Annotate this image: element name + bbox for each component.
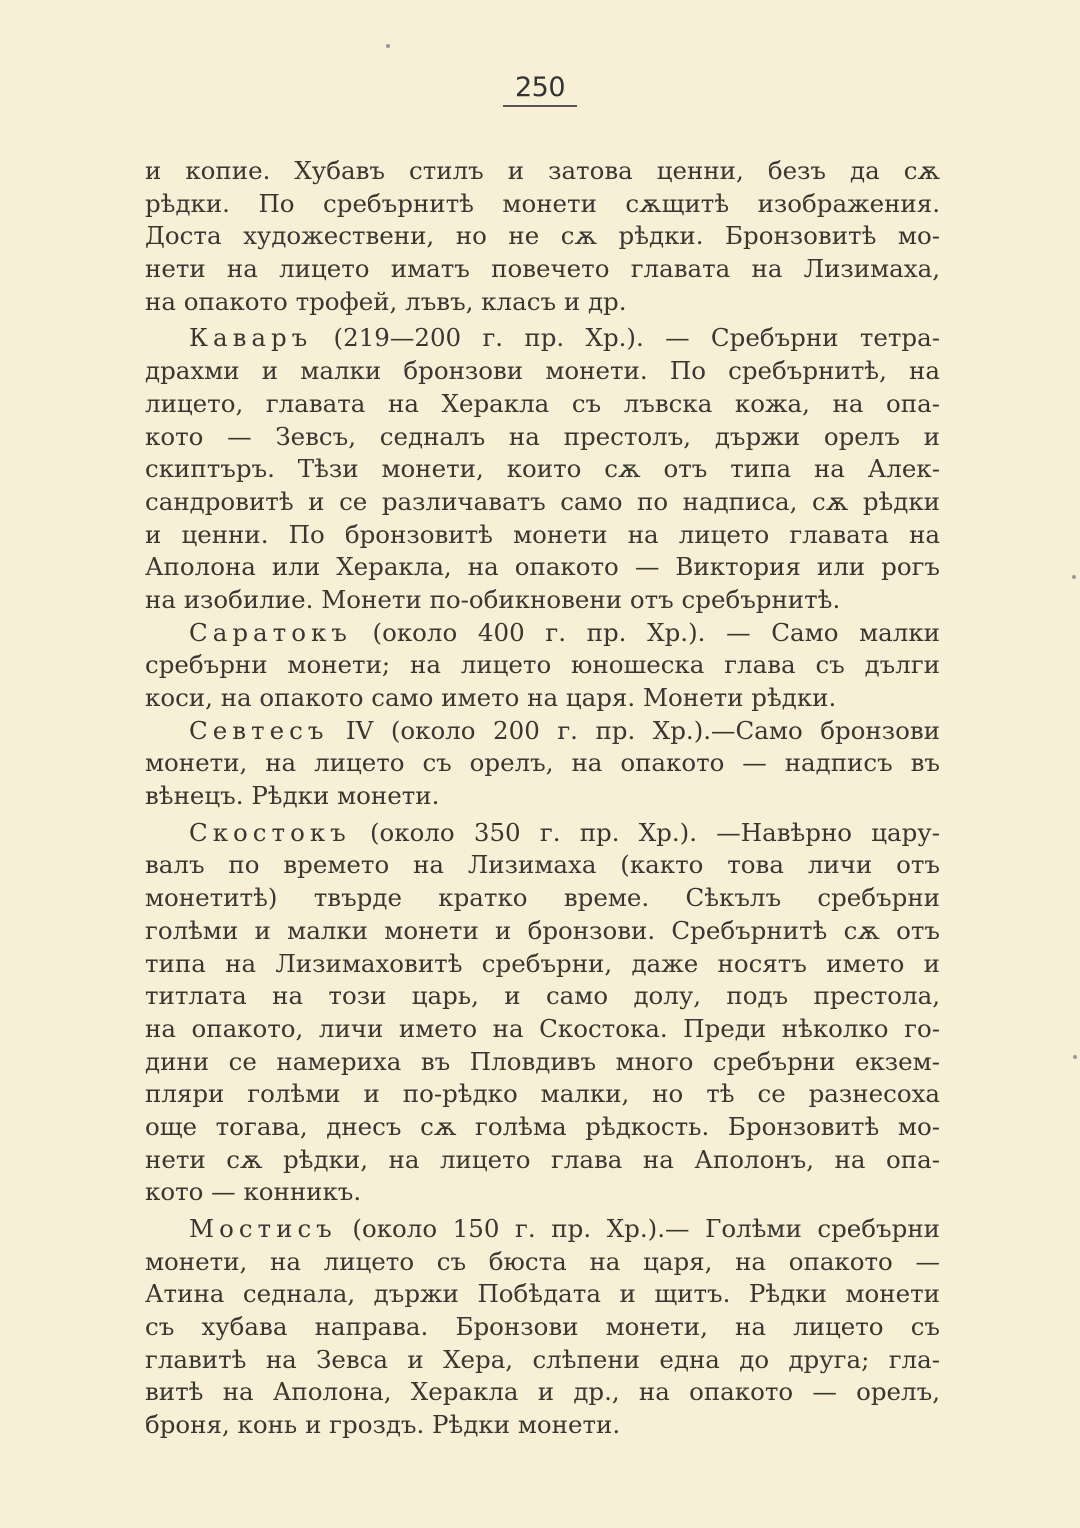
- ruler-name: Скостокъ: [189, 817, 351, 847]
- text-line: вѣнецъ. Рѣдки монети.: [145, 781, 440, 811]
- text-line: Доста художествени, но не сѫ рѣдки. Бронзовитѣ мо-: [145, 221, 940, 251]
- text-line: още тогава, днесъ сѫ голѣма рѣдкость. Бронзовитѣ мо-: [145, 1111, 940, 1141]
- paragraph: [145, 322, 940, 616]
- ruler-name: Саратокъ: [189, 617, 352, 647]
- text-line: драхми и малки бронзови монети. По сребърнитѣ, на: [145, 356, 940, 386]
- text-line: [145, 715, 940, 748]
- text-line-rest: IV (около 200 г. пр. Хр.).—Само бронзови: [328, 715, 940, 745]
- ruler-name: Мостисъ: [189, 1214, 337, 1243]
- ruler-name: Севтесъ: [189, 715, 329, 745]
- text-line: сребърни монети; на лицето юношеска глава съ дълги: [145, 650, 940, 680]
- text-line: коси, на опакото само името на царя. Монети рѣдки.: [145, 683, 837, 712]
- text-line-rest: (около 150 г. пр. Хр.).— Голѣми сребърни: [336, 1214, 940, 1243]
- text-line: нети на лицето иматъ повечето главата на Лизимаха,: [145, 254, 940, 284]
- text-line: лицето, главата на Херакла съ лъвска кожа, на опа-: [145, 388, 940, 418]
- text-line: и ценни. По бронзовитѣ монети на лицето главата на: [145, 519, 940, 549]
- page-header: [0, 72, 1080, 107]
- paper-speck: [1073, 1055, 1077, 1059]
- text-line: сандровитѣ и се различаватъ само по надписа, сѫ рѣдки: [145, 486, 940, 516]
- text-line: на изобилие. Монети по-обикновени отъ сребърнитѣ.: [145, 584, 841, 614]
- paper-speck: [1072, 575, 1076, 579]
- text-line: нети сѫ рѣдки, на лицето глава на Аполонъ, на опа-: [145, 1144, 940, 1174]
- text-line: и копие. Хубавъ стилъ и затова ценни, безъ да сѫ: [145, 156, 940, 185]
- text-line: рѣдки. По сребърнитѣ монети сѫщитѣ изображения.: [145, 188, 940, 218]
- text-line: дини се намериха въ Пловдивъ много сребърни екзем-: [145, 1046, 940, 1076]
- paragraph: [145, 715, 940, 813]
- text-line: кото — конникъ.: [145, 1177, 362, 1207]
- text-line: броня, конь и гроздъ. Рѣдки монети.: [145, 1410, 621, 1440]
- text-line: типа на Лизимаховитѣ сребърни, даже носятъ името и: [145, 948, 940, 978]
- text-line: монети, на лицето съ орелъ, на опакото — надписъ въ: [145, 748, 940, 778]
- ruler-name: Каваръ: [189, 323, 313, 353]
- text-line: витѣ на Аполона, Херакла и др., на опакото — орелъ,: [145, 1377, 940, 1407]
- text-line: валъ по времето на Лизимаха (както това личи отъ: [145, 850, 940, 880]
- text-line: голѣми и малки монети и бронзови. Сребърнитѣ сѫ отъ: [145, 915, 940, 945]
- paragraph: [145, 817, 940, 1209]
- text-line: главитѣ на Зевса и Хера, слѣпени една до друга; гла-: [145, 1344, 940, 1374]
- text-line-rest: (около 350 г. пр. Хр.). —Навѣрно цару-: [350, 817, 940, 847]
- text-line-rest: (219—200 г. пр. Хр.). — Сребърни тетра-: [312, 323, 940, 353]
- text-line: [145, 1213, 940, 1246]
- text-line: [145, 817, 940, 850]
- text-line: пляри голѣми и по-рѣдко малки, но тѣ се разнесоха: [145, 1079, 940, 1109]
- paragraph: [145, 617, 940, 715]
- paper-speck: [386, 44, 390, 48]
- text-line: Атина седнала, държи Побѣдата и щитъ. Рѣдки монети: [145, 1279, 940, 1309]
- text-line: монети, на лицето съ бюста на царя, на опакото —: [145, 1246, 940, 1276]
- paragraph: [145, 1213, 940, 1442]
- paragraph: [145, 155, 940, 318]
- page-number: 250: [503, 72, 577, 107]
- text-line: титлата на този царь, и само долу, подъ престола,: [145, 981, 940, 1011]
- text-line: [145, 617, 940, 650]
- text-line: [145, 322, 940, 355]
- text-line: на опакото, личи името на Скостока. Преди нѣколко го-: [145, 1013, 940, 1043]
- text-line: монетитѣ) твърде кратко време. Сѣкълъ сребърни: [145, 883, 940, 913]
- text-line-rest: (около 400 г. пр. Хр.). — Само малки: [351, 617, 940, 647]
- text-line: съ хубава направа. Бронзови монети, на лицето съ: [145, 1312, 940, 1342]
- text-block: [145, 155, 940, 1442]
- text-line: Аполона или Херакла, на опакото — Виктория или рогъ: [145, 552, 940, 582]
- text-line: на опакото трофей, лъвъ, класъ и др.: [145, 286, 627, 316]
- text-line: кото — Зевсъ, седналъ на престолъ, държи орелъ и: [145, 421, 940, 451]
- text-line: скиптъръ. Тѣзи монети, които сѫ отъ типа на Алек-: [145, 454, 940, 484]
